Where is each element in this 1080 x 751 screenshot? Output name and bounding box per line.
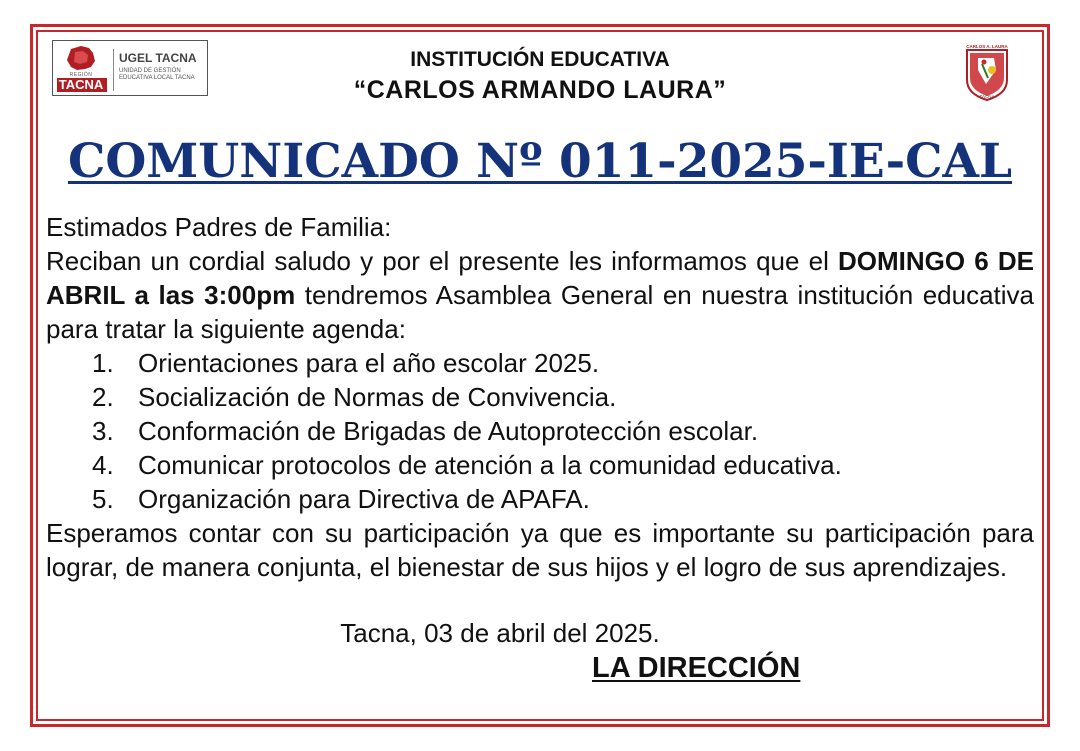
school-crest-logo	[964, 40, 1010, 102]
agenda-item-text: Conformación de Brigadas de Autoprotección escolar.	[138, 416, 759, 446]
institution-name: “CARLOS ARMANDO LAURA”	[353, 76, 727, 104]
school-crest-icon	[964, 40, 1010, 102]
agenda-item-text: Socialización de Normas de Convivencia.	[138, 382, 617, 412]
intro-paragraph	[46, 244, 1034, 346]
agenda-item-text: Comunicar protocolos de atención a la comunidad educativa.	[138, 450, 842, 480]
document-title	[60, 132, 1020, 192]
crest-bottom-text: TACNA	[979, 94, 995, 99]
agenda-item	[92, 414, 1034, 448]
agenda-item	[92, 448, 1034, 482]
closing-paragraph: Esperamos contar con su participación ya que es importante su participación para lograr, de manera conjunta, el bienestar de sus hijos y el logro de sus aprendizajes.	[46, 518, 1034, 582]
document-title-text: COMUNICADO Nº 011-2025-IE-CAL	[67, 134, 1013, 189]
agenda-item-number: 2.	[92, 382, 114, 412]
agenda-item	[92, 346, 1034, 380]
ugel-separator	[113, 49, 114, 91]
agenda-item-number: 5.	[92, 484, 114, 514]
agenda-item-text: Organización para Directiva de APAFA.	[138, 484, 590, 514]
agenda-item	[92, 482, 1034, 516]
agenda-item-text: Orientaciones para el año escolar 2025.	[138, 348, 600, 378]
ugel-subtitle-2: EDUCATIVA LOCAL TACNA	[119, 75, 195, 81]
greeting: Estimados Padres de Familia:	[46, 212, 392, 242]
intro-text-start: Reciban un cordial saludo y por el presente les informamos que el	[46, 246, 838, 276]
agenda-item-number: 1.	[92, 348, 114, 378]
agenda-item-number: 3.	[92, 416, 114, 446]
agenda-item-number: 4.	[92, 450, 114, 480]
ugel-tacna-label: TACNA	[58, 77, 104, 92]
ugel-subtitle-1: UNIDAD DE GESTIÓN	[119, 68, 181, 74]
document-body	[46, 210, 1034, 584]
ugel-region-label: REGIÓN	[69, 72, 93, 78]
agenda-item	[92, 380, 1034, 414]
intro-text-end: tendremos Asamblea General en nuestra institución educativa para tratar la siguiente agenda:	[46, 280, 1034, 344]
ugel-tacna-logo	[52, 40, 208, 96]
signature: LA DIRECCIÓN	[592, 652, 801, 684]
ugel-name: UGEL TACNA	[119, 51, 197, 65]
document-date: Tacna, 03 de abril del 2025.	[340, 618, 660, 648]
institution-label: INSTITUCIÓN EDUCATIVA	[410, 48, 670, 71]
agenda-list	[46, 346, 1034, 516]
event-date-time: DOMINGO 6 DE ABRIL a las 3:00pm	[46, 246, 1034, 310]
crest-top-text: CARLOS A. LAURA	[966, 44, 1008, 49]
